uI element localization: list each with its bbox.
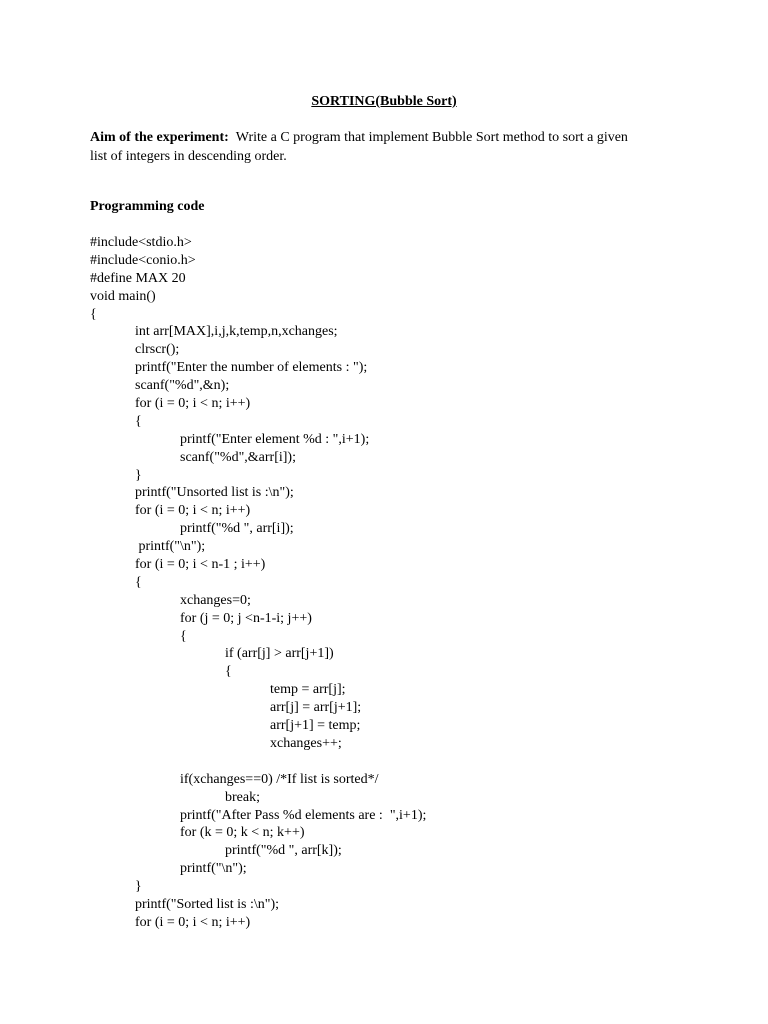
code-line: for (j = 0; j <n-1-i; j++): [180, 610, 312, 626]
code-line: }: [135, 467, 142, 483]
code-line: printf("Enter element %d : ",i+1);: [180, 431, 370, 447]
code-line: printf("\n");: [135, 539, 206, 555]
code-line: for (i = 0; i < n; i++): [135, 503, 251, 519]
code-line: break;: [225, 789, 260, 805]
code-line: }: [135, 879, 142, 895]
code-block: [90, 234, 730, 932]
code-line: temp = arr[j];: [270, 682, 346, 698]
code-line: int arr[MAX],i,j,k,temp,n,xchanges;: [135, 324, 338, 340]
code-line: for (k = 0; k < n; k++): [180, 825, 305, 841]
aim-text-line-1: Write a C program that implement Bubble Sort method to sort a given: [235, 130, 628, 145]
code-line: printf("\n");: [180, 861, 247, 877]
code-line: for (i = 0; i < n-1 ; i++): [135, 557, 266, 573]
code-line: arr[j] = arr[j+1];: [270, 700, 362, 716]
code-line: for (i = 0; i < n; i++): [135, 396, 251, 412]
code-line: scanf("%d",&n);: [135, 378, 230, 394]
code-line: if (arr[j] > arr[j+1]): [225, 646, 334, 662]
aim-label: Aim of the experiment:: [90, 130, 229, 145]
code-line: for (i = 0; i < n; i++): [135, 914, 251, 930]
code-line: #include<stdio.h>: [90, 235, 192, 250]
aim-text-line-2: list of integers in descending order.: [90, 149, 287, 164]
code-line: printf("Sorted list is :\n");: [135, 896, 280, 912]
code-line: xchanges=0;: [180, 592, 251, 608]
code-line: void main(): [90, 288, 156, 304]
code-line: if(xchanges==0) /*If list is sorted*/: [180, 771, 379, 787]
code-line: {: [135, 574, 142, 590]
code-line: [90, 753, 730, 771]
code-line: printf("Unsorted list is :\n");: [135, 485, 294, 501]
code-line: scanf("%d",&arr[i]);: [180, 449, 296, 465]
code-line: #define MAX 20: [90, 270, 186, 286]
aim-paragraph: [90, 128, 690, 166]
code-line: printf("Enter the number of elements : ");: [135, 360, 368, 376]
code-line: clrscr();: [135, 342, 180, 358]
code-line: arr[j+1] = temp;: [270, 718, 361, 734]
code-line: {: [90, 306, 97, 322]
aim-line-1: [90, 128, 690, 147]
code-line: #include<conio.h>: [90, 252, 196, 268]
code-line: printf("%d ", arr[k]);: [225, 843, 342, 859]
code-line: {: [135, 413, 142, 429]
code-line: {: [225, 664, 232, 680]
code-line: {: [180, 628, 187, 644]
programming-code-heading: Programming code: [90, 199, 205, 214]
code-line: printf("%d ", arr[i]);: [180, 521, 294, 537]
document-title: SORTING(Bubble Sort): [311, 94, 457, 109]
code-line: printf("After Pass %d elements are : ",i+1);: [180, 807, 427, 823]
code-line: xchanges++;: [270, 735, 342, 751]
